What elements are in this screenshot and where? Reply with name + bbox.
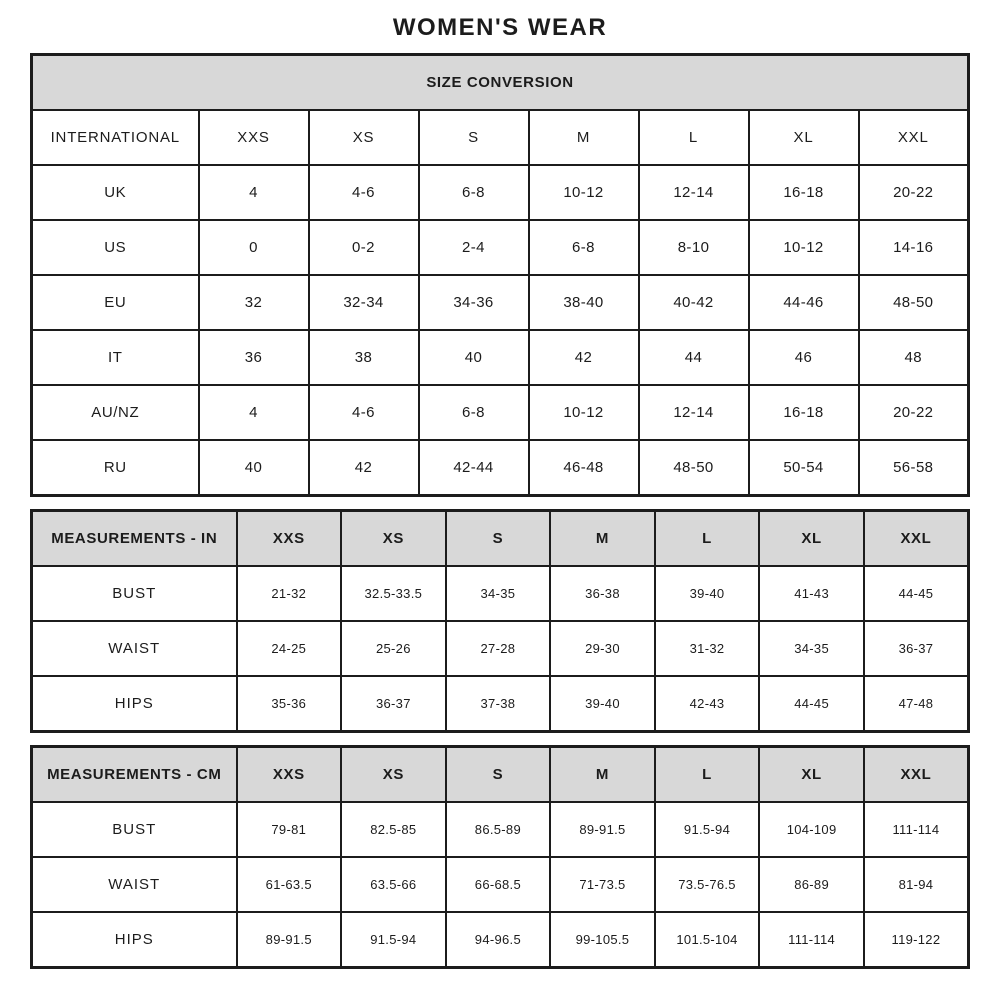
value-cell: 4 — [199, 165, 309, 220]
value-cell: 29-30 — [550, 621, 655, 676]
table-row — [32, 621, 969, 676]
value-cell: 37-38 — [446, 676, 551, 732]
value-cell: 0 — [199, 220, 309, 275]
value-cell: 42-44 — [419, 440, 529, 496]
column-header: MEASUREMENTS - IN — [32, 511, 237, 567]
value-cell: 79-81 — [237, 802, 342, 857]
column-header: XS — [341, 511, 446, 567]
column-header: M — [529, 110, 639, 165]
row-label: BUST — [32, 566, 237, 621]
table-banner: SIZE CONVERSION — [32, 55, 969, 111]
row-label: HIPS — [32, 676, 237, 732]
value-cell: 101.5-104 — [655, 912, 760, 968]
table-row — [32, 330, 969, 385]
value-cell: 21-32 — [237, 566, 342, 621]
value-cell: 32 — [199, 275, 309, 330]
column-header: MEASUREMENTS - CM — [32, 747, 237, 803]
value-cell: 86-89 — [759, 857, 864, 912]
value-cell: 89-91.5 — [550, 802, 655, 857]
value-cell: 32-34 — [309, 275, 419, 330]
value-cell: 41-43 — [759, 566, 864, 621]
table-row — [32, 275, 969, 330]
row-label: AU/NZ — [32, 385, 199, 440]
measurements-cm-table — [30, 745, 970, 969]
value-cell: 42-43 — [655, 676, 760, 732]
value-cell: 2-4 — [419, 220, 529, 275]
value-cell: 32.5-33.5 — [341, 566, 446, 621]
row-label: US — [32, 220, 199, 275]
value-cell: 36-37 — [864, 621, 969, 676]
value-cell: 44-46 — [749, 275, 859, 330]
table-banner-row — [32, 55, 969, 111]
value-cell: 36-37 — [341, 676, 446, 732]
table-row — [32, 802, 969, 857]
column-header: XXS — [237, 747, 342, 803]
table-row — [32, 440, 969, 496]
column-header: XS — [309, 110, 419, 165]
value-cell: 39-40 — [655, 566, 760, 621]
column-header-row — [32, 511, 969, 567]
value-cell: 0-2 — [309, 220, 419, 275]
value-cell: 36-38 — [550, 566, 655, 621]
column-header-row — [32, 110, 969, 165]
value-cell: 31-32 — [655, 621, 760, 676]
value-cell: 10-12 — [529, 165, 639, 220]
row-label: BUST — [32, 802, 237, 857]
value-cell: 104-109 — [759, 802, 864, 857]
value-cell: 73.5-76.5 — [655, 857, 760, 912]
value-cell: 46-48 — [529, 440, 639, 496]
column-header: XL — [759, 511, 864, 567]
column-header: M — [550, 747, 655, 803]
table-row — [32, 912, 969, 968]
value-cell: 94-96.5 — [446, 912, 551, 968]
value-cell: 44 — [639, 330, 749, 385]
column-header: XXS — [199, 110, 309, 165]
value-cell: 12-14 — [639, 385, 749, 440]
column-header: INTERNATIONAL — [32, 110, 199, 165]
value-cell: 91.5-94 — [655, 802, 760, 857]
value-cell: 4-6 — [309, 165, 419, 220]
value-cell: 42 — [309, 440, 419, 496]
value-cell: 20-22 — [859, 385, 969, 440]
value-cell: 119-122 — [864, 912, 969, 968]
column-header: M — [550, 511, 655, 567]
value-cell: 34-35 — [759, 621, 864, 676]
value-cell: 4 — [199, 385, 309, 440]
value-cell: 47-48 — [864, 676, 969, 732]
value-cell: 40-42 — [639, 275, 749, 330]
column-header: XXL — [864, 511, 969, 567]
table-row — [32, 676, 969, 732]
value-cell: 24-25 — [237, 621, 342, 676]
value-cell: 8-10 — [639, 220, 749, 275]
value-cell: 16-18 — [749, 165, 859, 220]
table-row — [32, 857, 969, 912]
column-header: L — [639, 110, 749, 165]
value-cell: 44-45 — [759, 676, 864, 732]
value-cell: 48-50 — [639, 440, 749, 496]
value-cell: 38 — [309, 330, 419, 385]
value-cell: 25-26 — [341, 621, 446, 676]
value-cell: 89-91.5 — [237, 912, 342, 968]
row-label: RU — [32, 440, 199, 496]
column-header: L — [655, 511, 760, 567]
table-row — [32, 165, 969, 220]
value-cell: 36 — [199, 330, 309, 385]
column-header: XS — [341, 747, 446, 803]
value-cell: 111-114 — [864, 802, 969, 857]
value-cell: 48 — [859, 330, 969, 385]
value-cell: 40 — [199, 440, 309, 496]
value-cell: 81-94 — [864, 857, 969, 912]
value-cell: 27-28 — [446, 621, 551, 676]
value-cell: 48-50 — [859, 275, 969, 330]
value-cell: 34-36 — [419, 275, 529, 330]
measurements-in-table — [30, 509, 970, 733]
value-cell: 91.5-94 — [341, 912, 446, 968]
value-cell: 40 — [419, 330, 529, 385]
row-label: UK — [32, 165, 199, 220]
value-cell: 20-22 — [859, 165, 969, 220]
value-cell: 46 — [749, 330, 859, 385]
value-cell: 35-36 — [237, 676, 342, 732]
column-header: XL — [749, 110, 859, 165]
value-cell: 50-54 — [749, 440, 859, 496]
value-cell: 111-114 — [759, 912, 864, 968]
value-cell: 12-14 — [639, 165, 749, 220]
column-header: XXL — [859, 110, 969, 165]
row-label: IT — [32, 330, 199, 385]
value-cell: 34-35 — [446, 566, 551, 621]
column-header: XXS — [237, 511, 342, 567]
value-cell: 99-105.5 — [550, 912, 655, 968]
value-cell: 44-45 — [864, 566, 969, 621]
column-header: S — [446, 747, 551, 803]
column-header: S — [419, 110, 529, 165]
value-cell: 10-12 — [749, 220, 859, 275]
row-label: HIPS — [32, 912, 237, 968]
table-row — [32, 385, 969, 440]
column-header: L — [655, 747, 760, 803]
value-cell: 71-73.5 — [550, 857, 655, 912]
value-cell: 39-40 — [550, 676, 655, 732]
page-title: WOMEN'S WEAR — [392, 14, 608, 41]
value-cell: 63.5-66 — [341, 857, 446, 912]
value-cell: 6-8 — [419, 385, 529, 440]
value-cell: 6-8 — [419, 165, 529, 220]
value-cell: 56-58 — [859, 440, 969, 496]
size-conversion-table — [30, 53, 970, 497]
row-label: WAIST — [32, 621, 237, 676]
value-cell: 14-16 — [859, 220, 969, 275]
table-row — [32, 566, 969, 621]
value-cell: 61-63.5 — [237, 857, 342, 912]
column-header-row — [32, 747, 969, 803]
value-cell: 86.5-89 — [446, 802, 551, 857]
column-header: S — [446, 511, 551, 567]
row-label: WAIST — [32, 857, 237, 912]
column-header: XL — [759, 747, 864, 803]
value-cell: 4-6 — [309, 385, 419, 440]
row-label: EU — [32, 275, 199, 330]
value-cell: 42 — [529, 330, 639, 385]
value-cell: 16-18 — [749, 385, 859, 440]
value-cell: 82.5-85 — [341, 802, 446, 857]
value-cell: 10-12 — [529, 385, 639, 440]
column-header: XXL — [864, 747, 969, 803]
value-cell: 66-68.5 — [446, 857, 551, 912]
value-cell: 6-8 — [529, 220, 639, 275]
value-cell: 38-40 — [529, 275, 639, 330]
table-row — [32, 220, 969, 275]
